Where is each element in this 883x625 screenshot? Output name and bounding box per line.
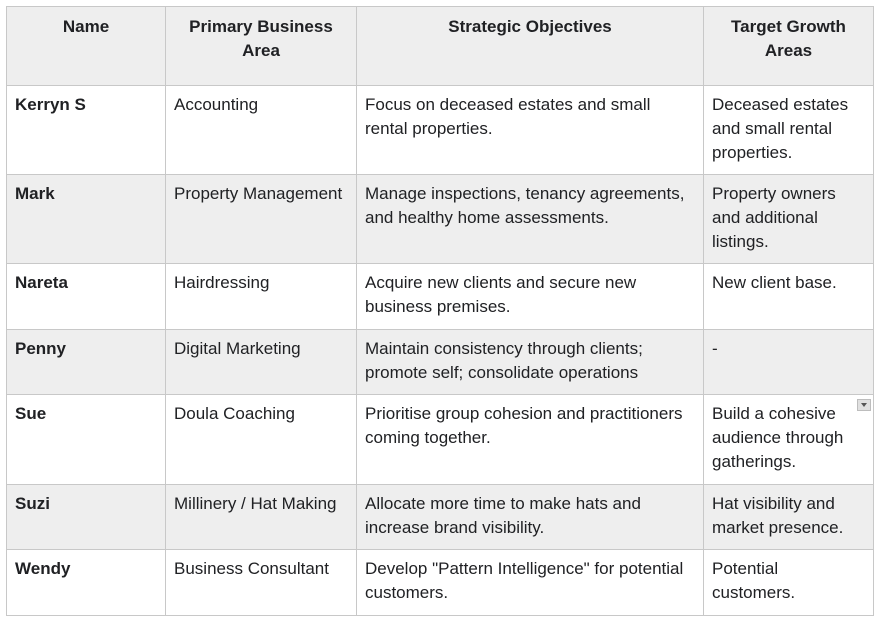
cell-name[interactable]: Mark [7, 175, 166, 264]
cell-objectives[interactable]: Acquire new clients and secure new business premises. [357, 264, 704, 330]
table-row [7, 330, 874, 395]
cell-area[interactable]: Doula Coaching [166, 395, 357, 485]
cell-area[interactable]: Accounting [166, 86, 357, 175]
cell-name[interactable]: Suzi [7, 485, 166, 550]
cell-growth[interactable]: Property owners and additional listings. [704, 175, 874, 264]
cell-area[interactable]: Business Consultant [166, 550, 357, 616]
table-row [7, 86, 874, 175]
table-row [7, 485, 874, 550]
cell-objectives[interactable]: Maintain consistency through clients; promote self; consolidate operations [357, 330, 704, 395]
table-row [7, 550, 874, 616]
cell-growth[interactable]: Deceased estates and small rental properties. [704, 86, 874, 175]
table-header [7, 7, 874, 86]
header-name[interactable]: Name [7, 7, 166, 86]
cell-area[interactable]: Hairdressing [166, 264, 357, 330]
cell-growth[interactable]: New client base. [704, 264, 874, 330]
cell-name[interactable]: Penny [7, 330, 166, 395]
cell-growth[interactable]: - [704, 330, 874, 395]
table-row [7, 175, 874, 264]
cell-name[interactable]: Nareta [7, 264, 166, 330]
cell-objectives[interactable]: Develop "Pattern Intelligence" for potential customers. [357, 550, 704, 616]
cell-name[interactable]: Sue [7, 395, 166, 485]
table-body [7, 86, 874, 616]
cell-objectives[interactable]: Allocate more time to make hats and increase brand visibility. [357, 485, 704, 550]
business-objectives-table [6, 6, 874, 616]
table-row [7, 264, 874, 330]
cell-objectives[interactable]: Focus on deceased estates and small rental properties. [357, 86, 704, 175]
header-primary-business-area[interactable]: Primary Business Area [166, 7, 357, 86]
table-row [7, 395, 874, 485]
cell-area[interactable]: Millinery / Hat Making [166, 485, 357, 550]
dropdown-arrow-icon[interactable] [857, 399, 871, 411]
table-container [6, 6, 874, 616]
cell-area[interactable]: Property Management [166, 175, 357, 264]
cell-growth[interactable]: Potential customers. [704, 550, 874, 616]
cell-name[interactable]: Kerryn S [7, 86, 166, 175]
cell-growth-with-dropdown[interactable] [704, 395, 874, 485]
cell-objectives[interactable]: Manage inspections, tenancy agreements, and healthy home assessments. [357, 175, 704, 264]
header-row [7, 7, 874, 86]
cell-growth: Build a cohesive audience through gatherings. [712, 404, 844, 471]
cell-name[interactable]: Wendy [7, 550, 166, 616]
cell-area[interactable]: Digital Marketing [166, 330, 357, 395]
header-strategic-objectives[interactable]: Strategic Objectives [357, 7, 704, 86]
cell-objectives[interactable]: Prioritise group cohesion and practitioners coming together. [357, 395, 704, 485]
header-target-growth-areas[interactable]: Target Growth Areas [704, 7, 874, 86]
cell-growth[interactable]: Hat visibility and market presence. [704, 485, 874, 550]
